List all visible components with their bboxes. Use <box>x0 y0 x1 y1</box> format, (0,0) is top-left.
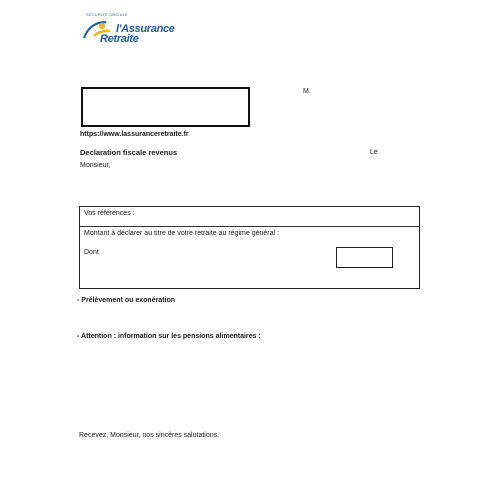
address-window-box <box>81 87 250 127</box>
logo <box>80 12 175 46</box>
section-prelevement: - Prélèvement ou exonération <box>77 297 176 304</box>
website-url: https://www.lassuranceretraite.fr <box>80 131 189 138</box>
recipient-salutation: M. <box>303 88 311 95</box>
references-label: Vos références : <box>84 210 135 217</box>
references-divider <box>80 226 419 227</box>
greeting: Monsieur, <box>80 162 111 169</box>
amount-label: Montant à déclarer au titre de votre retraite au régime général : <box>84 230 279 237</box>
section-attention: - Attention : information sur les pensions alimentaires : <box>77 333 261 340</box>
closing-salutation: Recevez, Monsieur, nos sincères salutations. <box>79 432 220 439</box>
logo-name-line2: Retraite <box>100 33 139 45</box>
logo-tagline: SÉCURITÉ SOCIALE <box>86 12 128 17</box>
letter-title: Declaration fiscale revenus <box>80 148 178 157</box>
logo-name-line1: l'Assurance <box>116 23 175 35</box>
dont-label: Dont <box>84 249 99 256</box>
dont-amount-box <box>336 247 393 268</box>
date-prefix: Le <box>370 149 378 156</box>
